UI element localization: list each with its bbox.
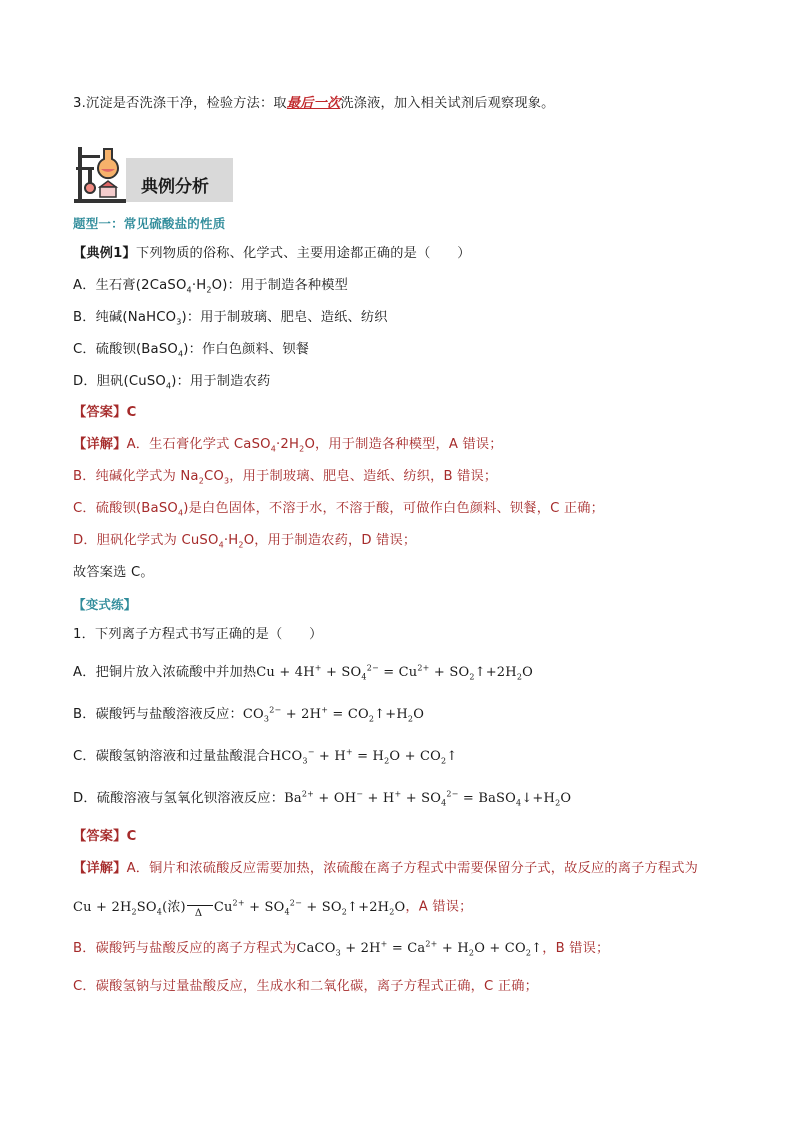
question-type-label: 题型一：常见硫酸盐的性质: [73, 216, 226, 231]
example-question: 下列物质的俗称、化学式、主要用途都正确的是（ ）: [135, 246, 471, 261]
explanation-a: 【详解】A．生石膏化学式 $CaSO_4\cdot 2H_2O$，用于制造各种模型，A 错误；: [73, 437, 503, 454]
equation-d: $Ba^{2+} + OH^- + H^+ + SO_4^{2-}$ = $BaSO_4↓+H_2O$: [284, 789, 572, 808]
lab-flask-icon: [72, 143, 132, 205]
equation-c: $HCO_3^- + H^+ = H_2O$ + $CO_2↑$: [269, 747, 458, 766]
answer-value: C: [126, 405, 137, 420]
variant-explanation-a2: $Cu + 2H_2SO_4$(浓) Δ $Cu^{2+} + SO_4^{2-}$ + $SO_2↑+2H_2O$，A 错误；: [73, 898, 473, 919]
conclusion: 故答案选 C。: [73, 565, 154, 580]
variant-explanation-a1: 【详解】A．铜片和浓硫酸反应需要加热，浓硫酸在离子方程式中需要保留分子式，故反应的离子方程式为: [73, 861, 699, 876]
variant-stem: 1．下列离子方程式书写正确的是（ ）: [73, 627, 323, 642]
option-b: B．纯碱(NaHCO$_3$)：用于制玻璃、肥皂、造纸、纺织: [73, 310, 388, 327]
option-d: D．胆矾(CuSO$_4$)：用于制造农药: [73, 374, 271, 391]
variant-answer-line: 【答案】C: [73, 829, 137, 844]
variant-option-b: B．碳酸钙与盐酸溶液反应：$CO_3^{2-} + 2H^+$ = $CO_2↑+H_2O$: [73, 705, 425, 724]
intro-line: [73, 95, 555, 113]
example-tag: 【典例1】: [73, 246, 136, 261]
variant-explanation-b: B．碳酸钙与盐酸反应的离子方程式为CaCO$_3$ + $2H^+ = Ca^{2+} + H_2O$ + $CO_2↑$，B 错误；: [73, 939, 610, 958]
explanation-d: D．胆矾化学式为 $CuSO_4\cdot H_2O$，用于制造农药，D 错误；: [73, 533, 417, 550]
intro-emphasis: 最后一次: [286, 96, 341, 111]
explanation-b: B．纯碱化学式为 $Na_2CO_3$，用于制玻璃、肥皂、造纸、纺织，B 错误；: [73, 469, 498, 486]
answer-line: 【答案】C: [73, 405, 137, 420]
equation-expl-b: CaCO$_3$ + $2H^+ = Ca^{2+} + H_2O$ + $CO_2↑$: [296, 939, 543, 958]
intro-suffix: 洗涤液，加入相关试剂后观察现象。: [340, 96, 555, 111]
option-a: A．生石膏$(2CaSO_4\cdot H_2O)$：用于制造各种模型: [73, 278, 349, 295]
option-c: C．硫酸钡(BaSO$_4$)：作白色颜料、钡餐: [73, 342, 310, 359]
intro-prefix: 3.沉淀是否洗涤干净，检验方法：取: [73, 96, 287, 111]
variant-option-d: D．硫酸溶液与氢氧化钡溶液反应：$Ba^{2+} + OH^- + H^+ + SO_4^{2-}$ = $BaSO_4↓+H_2O$: [73, 789, 572, 808]
section-title: 典例分析: [141, 177, 209, 197]
variant-explanation-c: C．碳酸氢钠与过量盐酸反应，生成水和二氧化碳，离子方程式正确，C 正确；: [73, 979, 538, 994]
equation-expl-a: $Cu + 2H_2SO_4$(浓) Δ $Cu^{2+} + SO_4^{2-}$ + $SO_2↑+2H_2O$: [73, 898, 406, 919]
explanation-c: C．硫酸钡(BaSO$_4$)是白色固体，不溶于水，不溶于酸，可做作白色颜料、钡餐，C 正确；: [73, 501, 605, 518]
variant-tag: 【变式练】: [73, 597, 137, 612]
variant-option-a: A．把铜片放入浓硫酸中并加热$Cu + 4H^+ + SO_4^{2-} = Cu^{2+}$ + $SO_2↑+2H_2O$: [73, 663, 533, 682]
variant-answer-value: C: [126, 829, 137, 844]
equation-b: $CO_3^{2-} + 2H^+$ = $CO_2↑+H_2O$: [242, 705, 425, 724]
example-stem: [73, 245, 471, 263]
equation-a: $Cu + 4H^+ + SO_4^{2-} = Cu^{2+}$ + $SO_2↑+2H_2O$: [256, 663, 533, 682]
variant-option-c: C．碳酸氢钠溶液和过量盐酸混合$HCO_3^- + H^+ = H_2O$ + $CO_2↑$: [73, 747, 458, 766]
